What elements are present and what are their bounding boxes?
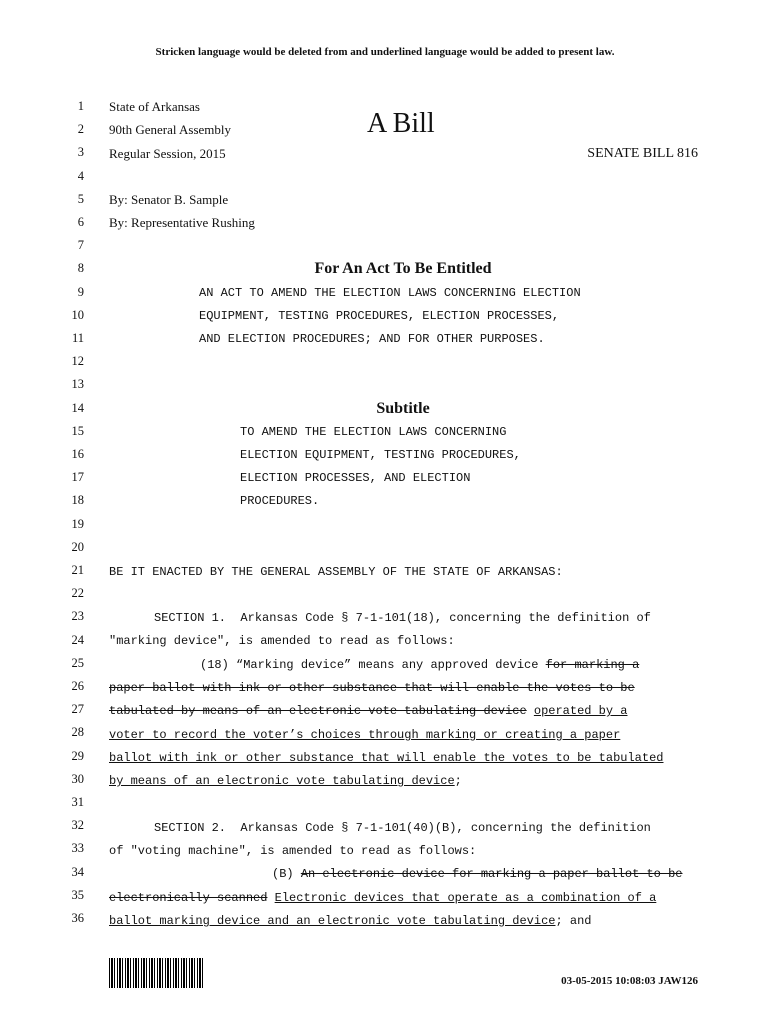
line-number: 15	[71, 423, 84, 438]
line-number: 30	[71, 771, 84, 786]
plain-text: (18) “Marking device” means any approved device	[200, 658, 546, 672]
added-text: by means of an electronic vote tabulating device	[109, 774, 455, 788]
line-number: 14	[71, 400, 84, 415]
section2-line	[272, 863, 682, 886]
section2-line	[109, 887, 656, 910]
added-text: voter to record the voter’s choices through marking or creating a paper	[109, 728, 621, 742]
section1-line: SECTION 1. Arkansas Code § 7-1-101(18), concerning the definition of	[154, 611, 651, 625]
subtitle-line: PROCEDURES.	[240, 494, 320, 508]
line-number: 24	[71, 632, 84, 647]
enacting-clause: BE IT ENACTED BY THE GENERAL ASSEMBLY OF THE STATE OF ARKANSAS:	[109, 565, 563, 579]
subtitle-line: TO AMEND THE ELECTION LAWS CONCERNING	[240, 425, 507, 439]
bill-number: SENATE BILL 816	[587, 146, 698, 161]
line-number: 32	[71, 818, 84, 833]
space	[527, 704, 534, 718]
line-number: 25	[71, 655, 84, 670]
section1-line	[109, 700, 628, 723]
plain-text: ; and	[555, 914, 592, 928]
sponsor-representative: By: Representative Rushing	[109, 215, 255, 230]
section1-line: "marking device", is amended to read as follows:	[109, 634, 455, 648]
document-type: A Bill	[367, 108, 435, 139]
line-number: 36	[71, 911, 84, 925]
section1-line	[200, 654, 639, 677]
stricken-text: An electronic device for marking a paper ballot to be	[300, 867, 683, 881]
section1-line	[109, 747, 664, 770]
line-number: 12	[71, 354, 84, 369]
plain-text: ;	[454, 774, 462, 788]
line-number: 5	[77, 191, 84, 206]
added-text: ballot marking device and an electronic vote tabulating device	[109, 914, 556, 928]
stricken-text: electronically scanned	[109, 891, 268, 905]
state-name: State of Arkansas	[109, 99, 200, 114]
general-assembly: 90th General Assembly	[109, 122, 232, 137]
section2-line	[109, 910, 592, 933]
plain-text: (B)	[272, 867, 301, 881]
section2-line: of "voting machine", is amended to read as follows:	[109, 844, 477, 858]
added-text: ballot with ink or other substance that will enable the votes to be tabulated	[109, 751, 664, 765]
added-text: Electronic devices that operate as a combination of a	[274, 891, 657, 905]
section1-line	[109, 724, 620, 747]
line-number: 13	[71, 377, 84, 392]
stricken-text: paper ballot with ink or other substance that will enable the votes to be	[109, 681, 635, 695]
title-line: EQUIPMENT, TESTING PROCEDURES, ELECTION PROCESSES,	[199, 309, 560, 323]
subtitle-line: ELECTION EQUIPMENT, TESTING PROCEDURES,	[240, 448, 521, 462]
line-number: 2	[77, 122, 84, 137]
line-number: 26	[71, 679, 84, 693]
title-line: AN ACT TO AMEND THE ELECTION LAWS CONCERNING ELECTION	[199, 286, 581, 300]
line-number: 22	[71, 586, 84, 601]
line-number: 31	[71, 795, 84, 809]
footer-stamp: 03-05-2015 10:08:03 JAW126	[561, 975, 698, 987]
line-number: 35	[71, 887, 84, 902]
line-number: 27	[71, 702, 84, 717]
title-heading: For An Act To Be Entitled	[314, 260, 492, 277]
line-number: 8	[77, 261, 84, 276]
sponsor-senator: By: Senator B. Sample	[109, 192, 229, 207]
line-number: 17	[71, 470, 84, 485]
line-number: 6	[77, 215, 84, 229]
line-number: 16	[71, 447, 84, 461]
line-number: 10	[71, 307, 84, 322]
line-number: 11	[71, 331, 84, 345]
session: Regular Session, 2015	[109, 146, 226, 161]
stricken-text: tabulated by means of an electronic vote tabulating device	[109, 704, 527, 718]
line-number: 21	[71, 563, 84, 577]
line-number: 1	[77, 99, 84, 113]
line-number: 23	[71, 609, 84, 624]
barcode-icon	[109, 958, 205, 988]
subtitle-heading: Subtitle	[376, 400, 430, 417]
line-number: 4	[77, 168, 84, 183]
subtitle-line: ELECTION PROCESSES, AND ELECTION	[240, 471, 471, 485]
section2-line: SECTION 2. Arkansas Code § 7-1-101(40)(B), concerning the definition	[154, 821, 651, 835]
line-number: 9	[77, 284, 84, 299]
stricken-text: for marking a	[545, 658, 640, 672]
title-line: AND ELECTION PROCEDURES; AND FOR OTHER PURPOSES.	[199, 332, 545, 346]
line-number: 28	[71, 725, 84, 740]
added-text: operated by a	[533, 704, 628, 718]
line-number: 33	[71, 841, 84, 856]
line-number: 20	[71, 539, 84, 554]
section1-line	[109, 677, 635, 700]
section1-line	[109, 770, 462, 793]
line-number: 3	[77, 145, 84, 160]
line-number: 34	[71, 864, 84, 879]
amendment-notice: Stricken language would be deleted from and underlined language would be added to present law.	[155, 46, 615, 58]
line-number: 18	[71, 493, 84, 508]
line-number: 29	[71, 748, 84, 763]
line-number: 19	[71, 516, 84, 531]
space	[267, 891, 274, 905]
line-number: 7	[77, 238, 84, 253]
